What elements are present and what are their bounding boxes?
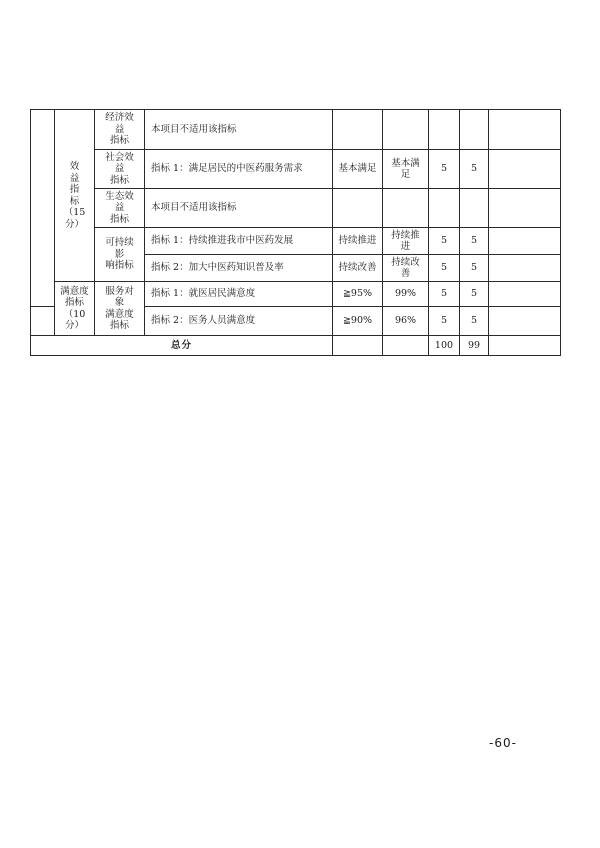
actual-cell xyxy=(383,189,429,228)
note-cell xyxy=(489,228,561,255)
subcategory-cell: 经济效 益 指标 xyxy=(95,110,145,150)
indicator-cell: 本项目不适用该指标 xyxy=(145,110,333,150)
actual-cell xyxy=(383,110,429,150)
score-cell: 5 xyxy=(460,228,489,255)
weight-cell: 5 xyxy=(429,228,460,255)
actual-cell: 96% xyxy=(383,307,429,336)
total-weight-cell: 100 xyxy=(429,336,460,356)
total-actual-cell xyxy=(383,336,429,356)
category-cell: 满意度 指标 （10 分） xyxy=(55,282,95,336)
actual-cell: 持续推 进 xyxy=(383,228,429,255)
target-cell xyxy=(333,189,383,228)
blank-first-column-cell xyxy=(31,307,55,336)
note-cell xyxy=(489,307,561,336)
score-cell: 5 xyxy=(460,255,489,282)
table-row xyxy=(31,150,561,189)
indicator-cell: 指标 1：满足居民的中医药服务需求 xyxy=(145,150,333,189)
note-cell xyxy=(489,189,561,228)
score-cell xyxy=(460,189,489,228)
performance-table xyxy=(30,109,561,356)
score-cell: 5 xyxy=(460,150,489,189)
indicator-cell: 指标 1：持续推进我市中医药发展 xyxy=(145,228,333,255)
indicator-cell: 本项目不适用该指标 xyxy=(145,189,333,228)
weight-cell: 5 xyxy=(429,150,460,189)
target-cell: 基本满足 xyxy=(333,150,383,189)
table-row xyxy=(31,189,561,228)
page-number: -60- xyxy=(489,736,517,750)
score-cell: 5 xyxy=(460,282,489,307)
blank-first-column-cell xyxy=(31,110,55,307)
subcategory-cell: 可持续 影 响指标 xyxy=(95,228,145,282)
note-cell xyxy=(489,282,561,307)
total-target-cell xyxy=(333,336,383,356)
target-cell: ≧90% xyxy=(333,307,383,336)
total-row xyxy=(31,336,561,356)
weight-cell: 5 xyxy=(429,282,460,307)
weight-cell: 5 xyxy=(429,307,460,336)
target-cell xyxy=(333,110,383,150)
score-cell xyxy=(460,110,489,150)
table-row xyxy=(31,228,561,255)
subcategory-cell: 生态效 益 指标 xyxy=(95,189,145,228)
table-row xyxy=(31,110,561,150)
actual-cell: 99% xyxy=(383,282,429,307)
actual-cell: 持续改 善 xyxy=(383,255,429,282)
indicator-cell: 指标 1：就医居民满意度 xyxy=(145,282,333,307)
target-cell: 持续改善 xyxy=(333,255,383,282)
table-row xyxy=(31,282,561,307)
indicator-cell: 指标 2：医务人员满意度 xyxy=(145,307,333,336)
total-label: 总分 xyxy=(31,336,333,356)
category-cell: 效 益 指 标 （15 分） xyxy=(55,110,95,282)
note-cell xyxy=(489,150,561,189)
total-score-cell: 99 xyxy=(460,336,489,356)
actual-cell: 基本满 足 xyxy=(383,150,429,189)
subcategory-cell: 社会效 益 指标 xyxy=(95,150,145,189)
target-cell: 持续推进 xyxy=(333,228,383,255)
note-cell xyxy=(489,110,561,150)
score-cell: 5 xyxy=(460,307,489,336)
weight-cell xyxy=(429,189,460,228)
weight-cell xyxy=(429,110,460,150)
total-note-cell xyxy=(489,336,561,356)
subcategory-cell: 服务对 象 满意度 指标 xyxy=(95,282,145,336)
target-cell: ≧95% xyxy=(333,282,383,307)
indicator-cell: 指标 2：加大中医药知识普及率 xyxy=(145,255,333,282)
weight-cell: 5 xyxy=(429,255,460,282)
note-cell xyxy=(489,255,561,282)
